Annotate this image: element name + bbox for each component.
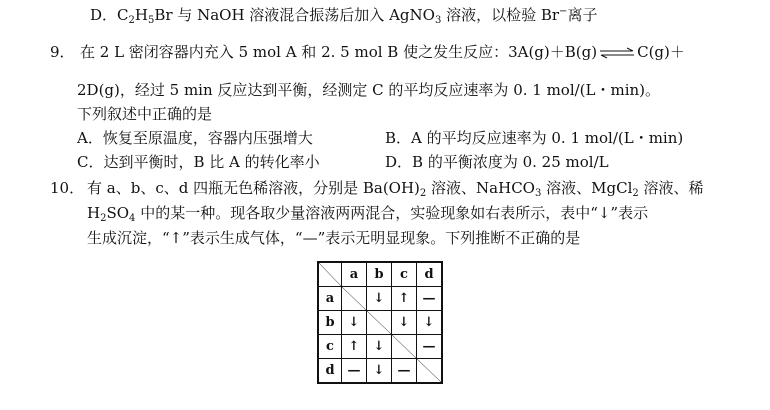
- diagonal-line: [367, 311, 391, 334]
- row-header: b: [318, 311, 342, 335]
- q9-option-c: C．达到平衡时，B 比 A 的转化率小: [77, 153, 320, 171]
- column-header: d: [417, 262, 443, 287]
- q9-option-d: D．B 的平衡浓度为 0. 25 mol/L: [385, 153, 609, 171]
- row-header: a: [318, 287, 342, 311]
- equilibrium-arrow-icon: [599, 47, 635, 59]
- q9-stem-line3: 下列叙述中正确的是: [77, 105, 213, 123]
- table-row: [318, 359, 442, 384]
- table-cell: —: [417, 335, 443, 359]
- q9-stem-line1: 在 2 L 密闭容器内充入 5 mol A 和 2. 5 mol B 使之发生反应：3A(g)＋B(g) C(g)＋: [80, 43, 685, 61]
- table-cell: —: [417, 287, 443, 311]
- table-row: [318, 287, 442, 311]
- diagonal-cell: [392, 335, 417, 359]
- q10-stem-line2: $H_2SO_4$ 中的某一种。现各取少量溶液两两混合，实验现象如右表所示，表中“↓”表示: [87, 204, 649, 224]
- q10-stem-line3: 生成沉淀，“↑”表示生成气体，“—”表示无明显现象。下列推断不正确的是: [87, 229, 581, 247]
- table-cell: —: [392, 359, 417, 384]
- row-header: d: [318, 359, 342, 384]
- q10-number: 10．: [50, 179, 85, 197]
- table-cell: ↑: [392, 287, 417, 311]
- row-header: c: [318, 335, 342, 359]
- table-cell: ↓: [417, 311, 443, 335]
- table-row: [318, 311, 442, 335]
- table-cell: ↓: [392, 311, 417, 335]
- diagonal-cell: [367, 311, 392, 335]
- q8-option-d: D．$C_2H_5Br$ 与 NaOH 溶液混合振荡后加入 AgNO$_3$ 溶液，以检验 Br−离子: [90, 6, 598, 26]
- corner-cell: [318, 262, 342, 287]
- table-header-row: [318, 262, 442, 287]
- column-header: b: [367, 262, 392, 287]
- diagonal-cell: [417, 359, 443, 384]
- q9-option-a: A．恢复至原温度，容器内压强增大: [77, 129, 313, 147]
- q9-number: 9．: [50, 43, 75, 61]
- diagonal-line: [392, 335, 416, 358]
- table-cell: —: [342, 359, 367, 384]
- q9-option-b: B．A 的平均反应速率为 0. 1 mol/(L・min): [385, 129, 684, 147]
- diagonal-cell: [342, 287, 367, 311]
- column-header: a: [342, 262, 367, 287]
- column-header: c: [392, 262, 417, 287]
- reaction-table: [317, 261, 443, 384]
- diagonal-line: [417, 359, 441, 382]
- table-cell: ↑: [342, 335, 367, 359]
- table-cell: ↓: [342, 311, 367, 335]
- table-cell: ↓: [367, 335, 392, 359]
- q9-stem-line2: 2D(g)，经过 5 min 反应达到平衡，经测定 C 的平均反应速率为 0. 1 mol/(L・min)。: [77, 81, 661, 99]
- table-cell: ↓: [367, 359, 392, 384]
- diagonal-line: [319, 263, 341, 286]
- q10-stem-line1: 有 a、b、c、d 四瓶无色稀溶液，分别是 $Ba(OH)_2$ 溶液、NaHCO$_3$ 溶液、MgCl$_2$ 溶液、稀: [87, 179, 704, 199]
- diagonal-line: [342, 287, 366, 310]
- table-cell: ↓: [367, 287, 392, 311]
- table-row: [318, 335, 442, 359]
